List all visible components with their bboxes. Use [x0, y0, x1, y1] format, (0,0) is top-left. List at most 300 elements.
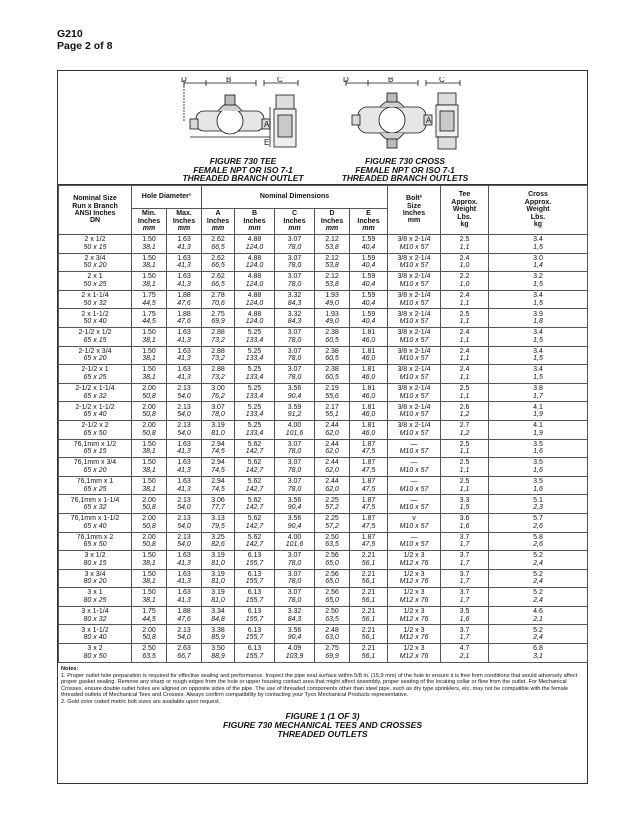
table-cell	[59, 495, 132, 514]
cell-value: 1.81	[361, 329, 376, 337]
cell-metric-value: 2,1	[459, 652, 470, 660]
cell-metric-value: 2,1	[533, 615, 543, 623]
cell-value: 1/2 x 3	[403, 552, 425, 560]
cell-value: 3.07	[287, 366, 302, 374]
cell-value: 5.2	[533, 626, 543, 634]
dimensions-table	[58, 185, 588, 663]
cell-metric-value: 90,4	[287, 504, 302, 512]
cell-metric-value: 50,8	[142, 634, 156, 642]
table-cell	[202, 365, 235, 384]
table-row	[59, 327, 588, 346]
cell-value: 1.50	[142, 589, 156, 597]
subheader-line: mm	[288, 225, 301, 233]
cell-value: 2.50	[325, 533, 339, 541]
cell-metric-value: 2,4	[533, 634, 543, 642]
cell-value: 6.8	[533, 645, 543, 653]
cell-metric-value: 47,5	[361, 466, 376, 474]
table-cell	[202, 625, 235, 644]
cell-metric-value: M10 x 57	[399, 522, 429, 530]
cell-value: 2.94	[211, 477, 225, 485]
cell-metric-value: M12 x 76	[399, 578, 429, 586]
cell-value: 1.87	[361, 533, 376, 541]
cell-metric-value: 54,0	[177, 541, 191, 549]
cell-value: 2-1/2 x 3/4	[78, 347, 112, 355]
cell-value: 3.5	[533, 459, 543, 467]
cell-metric-value: 78,0	[211, 411, 225, 419]
cross-caption	[320, 157, 490, 183]
subheader-line: mm	[362, 225, 375, 233]
table-cell	[489, 253, 588, 272]
cell-metric-value: 1,6	[459, 615, 470, 623]
cell-metric-value: 54,0	[177, 504, 191, 512]
table-cell	[202, 272, 235, 291]
cell-value: 3.06	[211, 496, 225, 504]
table-cell	[275, 439, 315, 458]
cell-value: 1.63	[177, 347, 191, 355]
table-cell	[350, 290, 388, 309]
cell-value: 1.93	[325, 310, 339, 318]
cell-value: 3.32	[287, 291, 302, 299]
table-cell	[235, 532, 275, 551]
cell-value: 1.63	[177, 236, 191, 244]
cell-metric-value: 38,1	[142, 355, 156, 363]
cell-metric-value: 1,7	[459, 578, 470, 586]
table-cell	[388, 458, 441, 477]
cell-value: 2.00	[142, 515, 156, 523]
cell-value: 1.50	[142, 236, 156, 244]
table-cell	[388, 346, 441, 365]
cell-metric-value: 142,7	[245, 504, 264, 512]
table-cell	[132, 439, 167, 458]
cell-metric-value: 62,0	[325, 485, 339, 493]
cell-value: 6.13	[247, 608, 262, 616]
notes	[61, 666, 584, 706]
cell-metric-value: M10 x 57	[399, 262, 429, 270]
table-cell	[202, 606, 235, 625]
table-cell	[235, 551, 275, 570]
cell-metric-value: 54,0	[177, 634, 191, 642]
table-cell	[441, 532, 489, 551]
header-line: Nominal Size	[73, 195, 117, 203]
cell-value: 76,1mm x 3/4	[73, 459, 117, 467]
table-cell	[275, 644, 315, 663]
cell-value: 2.62	[211, 273, 225, 281]
table-cell	[441, 365, 489, 384]
cell-value: 4.7	[459, 645, 470, 653]
cell-metric-value: 38,1	[142, 262, 156, 270]
table-cell	[441, 458, 489, 477]
cell-value: 1.50	[142, 254, 156, 262]
cell-metric-value: 41,3	[177, 578, 191, 586]
cell-metric-value: M10 x 57	[399, 448, 429, 456]
table-cell	[235, 513, 275, 532]
cell-metric-value: 40,4	[361, 299, 376, 307]
cell-value: 6.13	[247, 552, 262, 560]
table-cell	[59, 253, 132, 272]
figure-caption-line: FIGURE 730 MECHANICAL TEES AND CROSSES	[222, 720, 423, 730]
cell-metric-value: 50 x 20	[83, 262, 107, 270]
cell-metric-value: 47,5	[361, 504, 376, 512]
cell-value: 2.5	[459, 459, 470, 467]
cell-metric-value: 38,1	[142, 280, 156, 288]
cell-metric-value: 1,5	[459, 504, 470, 512]
table-row	[59, 532, 588, 551]
cell-value: 2.44	[325, 477, 339, 485]
table-cell	[315, 606, 350, 625]
cell-value: 2.4	[459, 329, 470, 337]
cell-metric-value: 81,0	[211, 597, 225, 605]
cell-value: 3.19	[211, 422, 225, 430]
cell-metric-value: 40,4	[361, 262, 376, 270]
table-cell	[275, 383, 315, 402]
cell-value: 1.59	[361, 310, 376, 318]
cell-metric-value: 78,0	[287, 466, 302, 474]
table-cell	[132, 476, 167, 495]
cell-value: 4.09	[287, 645, 302, 653]
table-cell	[59, 513, 132, 532]
cell-value: 2.62	[211, 236, 225, 244]
cell-value: 4.88	[247, 273, 262, 281]
table-cell	[489, 513, 588, 532]
cell-value: 2.25	[325, 515, 339, 523]
cell-value: 2 x 1-1/4	[81, 291, 109, 299]
dim-a-label: A	[426, 116, 432, 125]
table-cell	[441, 290, 489, 309]
cell-value: 2.5	[459, 384, 470, 392]
cell-value: 3.5	[533, 440, 543, 448]
table-cell	[315, 495, 350, 514]
cell-metric-value: 63,0	[325, 634, 339, 642]
cell-value: 1.63	[177, 570, 191, 578]
table-cell	[132, 253, 167, 272]
table-cell	[235, 346, 275, 365]
table-cell	[489, 569, 588, 588]
cell-metric-value: 38,1	[142, 243, 156, 251]
cell-value: 1.81	[361, 366, 376, 374]
cell-metric-value: 124,0	[245, 280, 264, 288]
table-cell	[315, 346, 350, 365]
cell-metric-value: 142,7	[245, 485, 264, 493]
dim-b-label: B	[388, 77, 394, 84]
cell-metric-value: 38,1	[142, 466, 156, 474]
table-cell	[235, 495, 275, 514]
table-cell	[275, 365, 315, 384]
cell-value: 1.87	[361, 515, 376, 523]
table-cell	[350, 569, 388, 588]
cell-value: 4.1	[533, 422, 543, 430]
cell-value: 3.34	[211, 608, 225, 616]
cell-value: 3.07	[211, 403, 225, 411]
table-cell	[388, 420, 441, 439]
table-cell	[441, 495, 489, 514]
cell-metric-value: 142,7	[245, 541, 264, 549]
cell-value: 4.6	[533, 608, 543, 616]
cell-value: 1.87	[361, 440, 376, 448]
table-cell	[132, 588, 167, 607]
table-cell	[235, 402, 275, 421]
cell-value: 3.07	[287, 570, 302, 578]
table-cell	[235, 290, 275, 309]
cell-metric-value: 1,5	[533, 355, 543, 363]
table-cell	[441, 253, 489, 272]
table-cell	[167, 551, 202, 570]
cell-value: 2.56	[325, 589, 339, 597]
cell-value: —	[410, 477, 418, 485]
cell-value: 1/2 x 3	[403, 645, 425, 653]
cell-metric-value: 1,7	[533, 392, 543, 400]
cell-metric-value: 103,9	[285, 652, 304, 660]
cell-value: 3.56	[287, 626, 302, 634]
cell-metric-value: 47,5	[361, 522, 376, 530]
cell-metric-value: 81,0	[211, 429, 225, 437]
cell-metric-value: 41,3	[177, 597, 191, 605]
figure-caption	[58, 712, 587, 739]
cell-value: 2.17	[325, 403, 339, 411]
table-cell	[275, 309, 315, 328]
cell-value: 1/2 x 3	[403, 626, 425, 634]
cell-metric-value: 62,0	[325, 448, 339, 456]
cell-metric-value: 1,7	[459, 541, 470, 549]
cell-value: 1.93	[325, 291, 339, 299]
cell-value: 2.13	[177, 626, 191, 634]
cell-metric-value: M10 x 57	[399, 318, 429, 326]
cell-metric-value: 1,1	[459, 448, 470, 456]
cell-metric-value: 65,0	[325, 597, 339, 605]
cell-metric-value: 1,5	[533, 280, 543, 288]
table-cell	[489, 309, 588, 328]
cell-metric-value: 65 x 50	[83, 541, 107, 549]
cell-value: 3/8 x 2-1/4	[397, 347, 431, 355]
cell-value: 3.7	[459, 570, 470, 578]
cell-metric-value: 41,3	[177, 559, 191, 567]
cell-value: 2.56	[325, 570, 339, 578]
nominal-dimensions-header: Nominal Dimensions	[202, 186, 388, 209]
cell-value: 3.8	[533, 384, 543, 392]
cell-value: 3.6	[459, 515, 470, 523]
cell-value: 3.19	[211, 589, 225, 597]
table-cell	[275, 495, 315, 514]
table-cell	[202, 458, 235, 477]
cell-metric-value: 50,8	[142, 429, 156, 437]
cell-metric-value: 57,2	[325, 504, 339, 512]
cell-value: 1.59	[361, 273, 376, 281]
cross-caption-line: FEMALE NPT OR ISO 7-1	[355, 164, 455, 175]
cell-value: 3/8 x 2-1/4	[397, 310, 431, 318]
bolt-size-header	[388, 186, 441, 235]
cell-value: 1/2 x 3	[403, 570, 425, 578]
table-cell	[167, 420, 202, 439]
page-header	[57, 28, 112, 52]
header-line: Weight	[526, 206, 550, 214]
cell-value: 76,1mm x 1/2	[73, 440, 117, 448]
table-cell	[132, 235, 167, 254]
cell-value: 1.81	[361, 384, 376, 392]
cell-value: 3.59	[287, 403, 302, 411]
cell-value: 2.00	[142, 496, 156, 504]
cell-metric-value: 46,0	[361, 336, 376, 344]
table-cell	[315, 644, 350, 663]
subheader-line: Inches	[357, 217, 380, 225]
cell-metric-value: 65 x 25	[83, 373, 107, 381]
table-cell	[59, 625, 132, 644]
cell-metric-value: 78,0	[287, 262, 302, 270]
cross-drawing	[340, 77, 470, 157]
table-cell	[132, 402, 167, 421]
cell-value: 3/8 x 2-1/4	[397, 329, 431, 337]
cell-value: 1.63	[177, 552, 191, 560]
cell-metric-value: 81,0	[211, 559, 225, 567]
document-code: G210	[57, 28, 83, 40]
cell-metric-value: 46,0	[361, 411, 376, 419]
table-cell	[235, 253, 275, 272]
cell-metric-value: 90,4	[287, 392, 302, 400]
table-cell	[315, 327, 350, 346]
cell-value: 1.63	[177, 477, 191, 485]
table-cell	[489, 606, 588, 625]
table-cell	[235, 439, 275, 458]
cell-metric-value: 54,0	[177, 429, 191, 437]
cell-value: 2-1/2 x 1-1/4	[75, 384, 115, 392]
table-cell	[132, 495, 167, 514]
cell-value: 1.88	[177, 608, 191, 616]
table-cell	[441, 588, 489, 607]
table-cell	[275, 327, 315, 346]
cell-metric-value: 70,6	[211, 299, 225, 307]
cell-value: 3.7	[459, 626, 470, 634]
cell-metric-value: 77,7	[211, 504, 225, 512]
cell-metric-value: 1,5	[533, 336, 543, 344]
cell-metric-value: 133,4	[245, 336, 264, 344]
cell-value: 2.12	[325, 254, 339, 262]
cell-value: 3.07	[287, 477, 302, 485]
cell-metric-value: 142,7	[245, 448, 264, 456]
cell-value: 2 x 1-1/2	[81, 310, 109, 318]
cell-metric-value: 124,0	[245, 318, 264, 326]
cell-metric-value: 1,7	[459, 634, 470, 642]
cell-metric-value: 54,0	[177, 522, 191, 530]
table-cell	[59, 458, 132, 477]
cell-value: 3.9	[533, 310, 543, 318]
header-line: DN	[89, 217, 101, 225]
cell-metric-value: 142,7	[245, 522, 264, 530]
cell-value: 6.13	[247, 589, 262, 597]
cell-metric-value: 78,0	[287, 336, 302, 344]
table-cell	[167, 458, 202, 477]
cell-value: 1.50	[142, 459, 156, 467]
table-cell	[489, 476, 588, 495]
cell-metric-value: 79,5	[211, 522, 225, 530]
cell-value: 2.21	[361, 552, 376, 560]
cell-metric-value: 56,1	[361, 578, 376, 586]
table-cell	[388, 365, 441, 384]
cell-value: 1.87	[361, 477, 376, 485]
table-cell	[489, 290, 588, 309]
cell-metric-value: 41,3	[177, 485, 191, 493]
table-cell	[441, 551, 489, 570]
header-line: kg	[533, 221, 543, 229]
cell-metric-value: 46,0	[361, 373, 376, 381]
table-cell	[132, 569, 167, 588]
cell-value: 2.21	[361, 608, 376, 616]
cell-value: 2.44	[325, 440, 339, 448]
cell-metric-value: 38,1	[142, 485, 156, 493]
cell-value: 5.62	[247, 477, 262, 485]
table-row	[59, 476, 588, 495]
table-cell	[202, 235, 235, 254]
table-cell	[59, 476, 132, 495]
table-row	[59, 606, 588, 625]
header-line: Size	[406, 202, 421, 210]
cell-metric-value: 46,0	[361, 429, 376, 437]
cell-metric-value: 38,1	[142, 448, 156, 456]
cell-value: 4.88	[247, 254, 262, 262]
cell-metric-value: 41,3	[177, 280, 191, 288]
cell-metric-value: 1,1	[459, 336, 470, 344]
cell-metric-value: 65 x 32	[83, 392, 107, 400]
header-line: Cross	[528, 191, 548, 199]
cell-metric-value: M12 x 76	[399, 615, 429, 623]
cell-value: 2.00	[142, 403, 156, 411]
cell-value: 3.50	[211, 645, 225, 653]
cell-metric-value: 124,0	[245, 243, 264, 251]
cell-value: 2.00	[142, 626, 156, 634]
table-cell	[132, 383, 167, 402]
table-cell	[350, 495, 388, 514]
cell-metric-value: 1,0	[459, 262, 470, 270]
cell-value: 5.62	[247, 496, 262, 504]
cell-metric-value: 74,5	[211, 448, 225, 456]
cell-value: 3.38	[211, 626, 225, 634]
cell-metric-value: 62,0	[325, 429, 339, 437]
cell-metric-value: 88,9	[211, 652, 225, 660]
cell-value: 3.3	[459, 496, 470, 504]
cell-value: 2.5	[459, 310, 470, 318]
subheader-line: mm	[142, 225, 156, 233]
cell-value: 5.62	[247, 533, 262, 541]
cell-value: 2.88	[211, 329, 225, 337]
cell-metric-value: M10 x 57	[399, 485, 429, 493]
cell-value: 2.38	[325, 347, 339, 355]
table-row	[59, 272, 588, 291]
cell-metric-value: 55,1	[325, 411, 339, 419]
table-cell	[315, 625, 350, 644]
table-cell	[132, 346, 167, 365]
table-cell	[350, 309, 388, 328]
cell-value: 76,1mm x 1-1/4	[70, 496, 120, 504]
table-cell	[167, 290, 202, 309]
cell-value: 5.25	[247, 403, 262, 411]
cell-metric-value: 78,0	[287, 559, 302, 567]
table-cell	[275, 458, 315, 477]
table-cell	[441, 309, 489, 328]
table-row	[59, 569, 588, 588]
cell-value: 2-1/2 x 1-1/2	[75, 403, 115, 411]
cell-value: 5.8	[533, 533, 543, 541]
cell-metric-value: 133,4	[245, 355, 264, 363]
cell-value: 2.5	[459, 236, 470, 244]
table-cell	[167, 513, 202, 532]
cell-value: 2.5	[459, 440, 470, 448]
table-cell	[489, 588, 588, 607]
table-cell	[315, 439, 350, 458]
cell-value: 3.7	[459, 552, 470, 560]
cell-metric-value: 80 x 40	[83, 634, 107, 642]
table-cell	[275, 420, 315, 439]
subheader-line: Min.	[142, 210, 156, 218]
cell-value: 1.81	[361, 422, 376, 430]
table-cell	[315, 569, 350, 588]
table-cell	[489, 327, 588, 346]
